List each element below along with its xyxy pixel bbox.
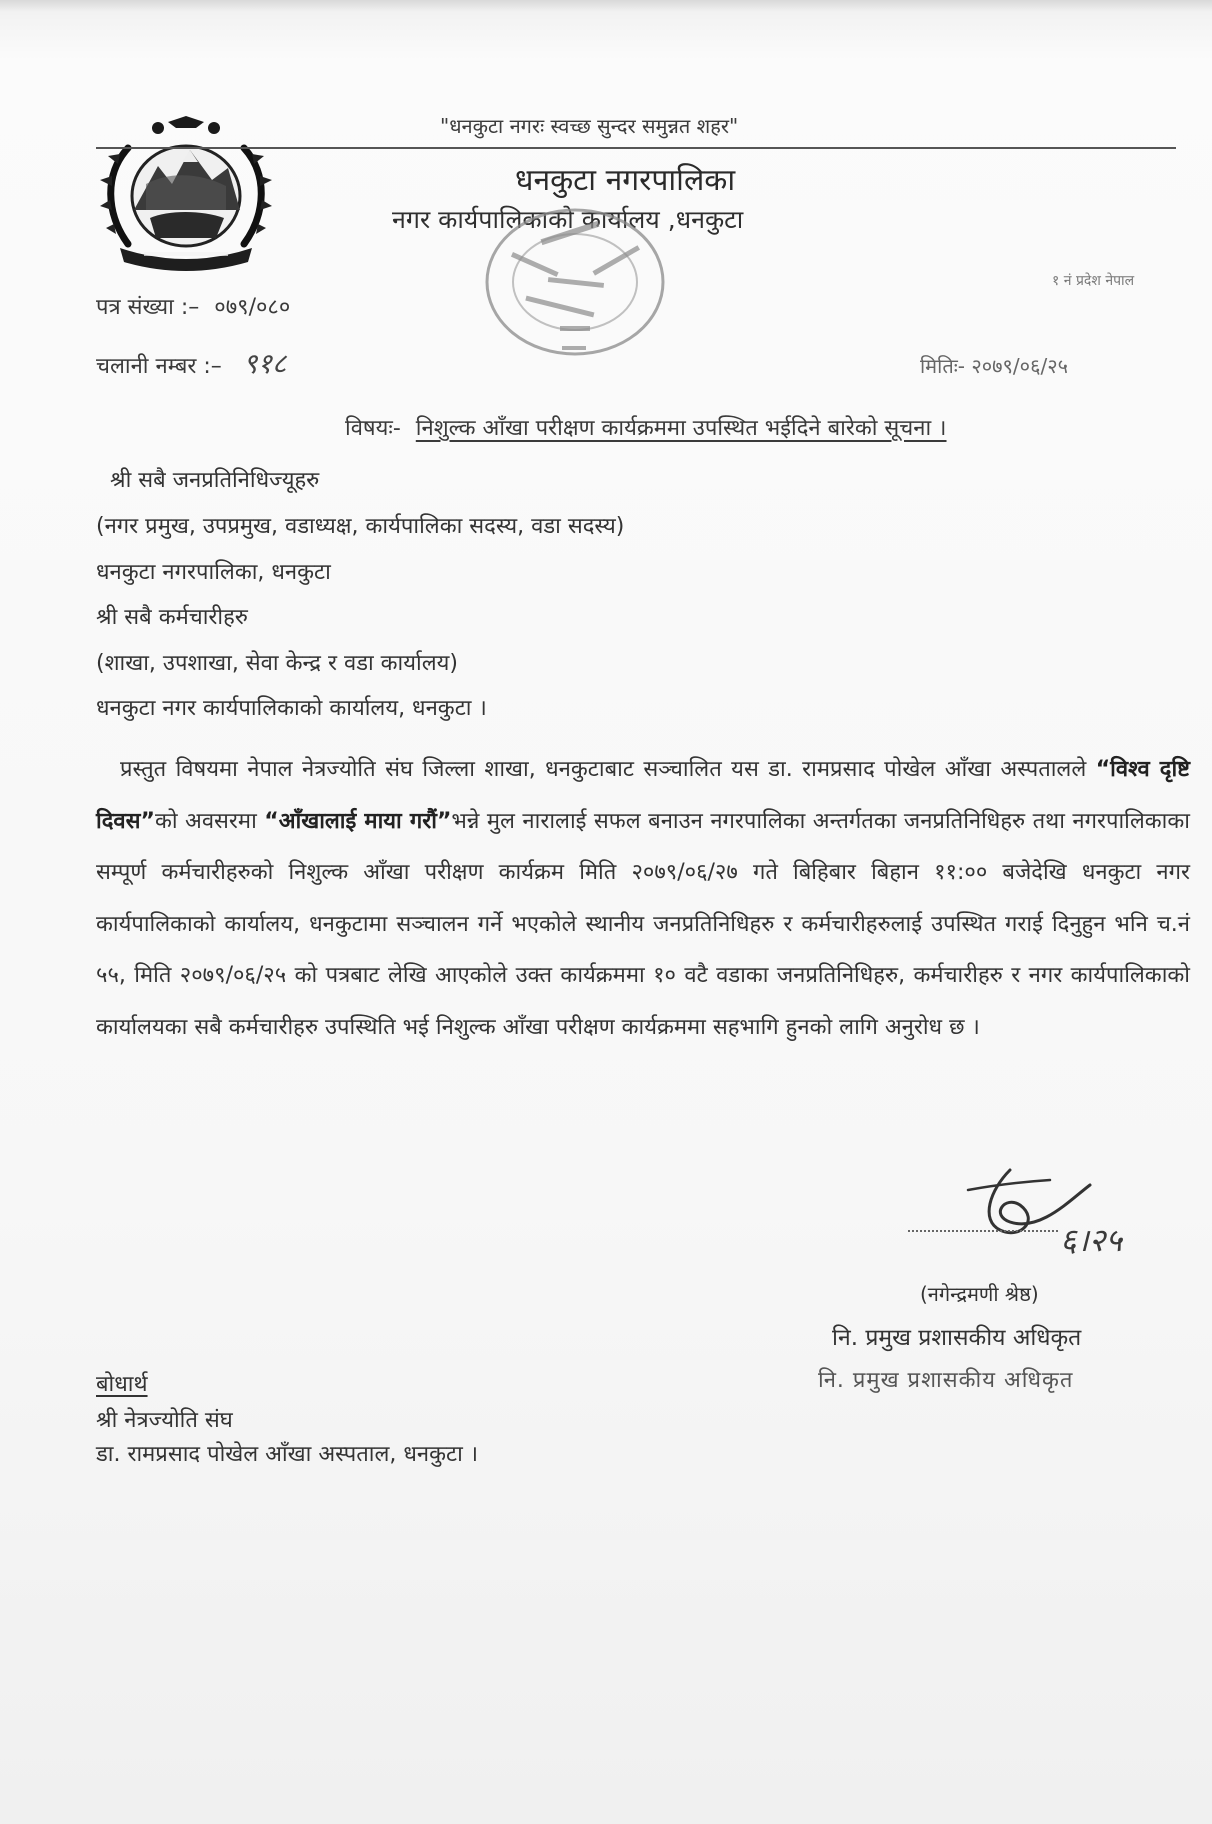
signatory-name: (नगेन्द्रमणी श्रेष्ठ) [920, 1282, 1039, 1306]
letter-date: मितिः- २०७९/०६/२५ [920, 354, 1069, 378]
addressee-line: धनकुटा नगर कार्यपालिकाको कार्यालय, धनकुटा । [96, 696, 487, 721]
letter-number-value: ०७९/०८० [214, 295, 291, 320]
body-bold-phrase: “विश्व दृष्टि दिवस” [96, 757, 1190, 834]
subject-text: निशुल्क आँखा परीक्षण कार्यक्रममा उपस्थित भईदिने बारेको सूचना । [415, 416, 947, 441]
round-office-stamp-icon [470, 200, 680, 370]
addressee-line: (शाखा, उपशाखा, सेवा केन्द्र र वडा कार्यालय) [96, 651, 458, 676]
cc-recipient: डा. रामप्रसाद पोखेल आँखा अस्पताल, धनकुटा । [96, 1442, 479, 1467]
handwritten-date: ६।२५ [1060, 1221, 1123, 1259]
letter-number-row [96, 291, 290, 321]
addressee-line: धनकुटा नगरपालिका, धनकुटा [96, 560, 331, 585]
province-text: १ नं प्रदेश नेपाल [1052, 273, 1135, 289]
body-text-part: प्रस्तुत विषयमा नेपाल नेत्रज्योति संघ जिल्ला शाखा, धनकुटाबाट सञ्चालित यस डा. रामप्रसाद पोखेल आँखा अस्पतालले [120, 757, 1096, 782]
dispatch-number-value: ९१८ [242, 347, 287, 380]
office-name: नगर कार्यपालिकाको कार्यालय ,धनकुटा [392, 205, 744, 234]
addressee-line: श्री सबै कर्मचारीहरु [96, 605, 248, 630]
letter-number-label: पत्र संख्या :– [96, 295, 200, 320]
signature-dotted-line [908, 1230, 1058, 1232]
signatory-designation: नि. प्रमुख प्रशासकीय अधिकृत [832, 1325, 1082, 1351]
dispatch-number-label: चलानी नम्बर :– [96, 354, 222, 379]
addressee-line: श्री सबै जनप्रतिनिधिज्यूहरु [110, 468, 320, 493]
cc-recipient: श्री नेत्रज्योति संघ [96, 1408, 233, 1433]
cc-label: बोधार्थ [96, 1372, 148, 1397]
body-bold-phrase: “आँखालाई माया गरौं” [264, 808, 452, 834]
municipality-slogan: "धनकुटा नगरः स्वच्छ सुन्दर समुन्नत शहर" [440, 114, 739, 138]
dispatch-number-row [96, 344, 287, 382]
body-text-part: को अवसरमा [154, 808, 265, 834]
subject-line [345, 412, 947, 442]
subject-label: विषयः- [345, 416, 401, 441]
addressee-line: (नगर प्रमुख, उपप्रमुख, वडाध्यक्ष, कार्यपालिका सदस्य, वडा सदस्य) [96, 514, 625, 539]
body-text-part: भन्ने मुल नारालाई सफल बनाउन नगरपालिका अन्तर्गतका जनप्रतिनिधिहरु तथा नगरपालिकाका सम्पूर्ण कर्मचारीहरुको निशुल्क आँखा परीक्षण कार्यक्रम मिति २०७९/०६/२७ गते बिहिबार बिहान ११:०० बजेदेखि धनकुटा नगर कार्यपालिकाको कार्यालय, धनकुटामा सञ्चालन गर्ने भएकोले स्थानीय जनप्रतिनिधिहरु र कर्मचारीहरुलाई उपस्थित गराई दिनुहुन भनि च.नं ५५, मिति २०७९/०६/२५ को पत्रबाट लेखि आएकोले उक्त कार्यक्रममा १० वटै वडाका जनप्रतिनिधिहरु, कर्मचारीहरु र नगर कार्यपालिकाको कार्यालयका सबै कर्मचारीहरु उपस्थिति भई निशुल्क आँखा परीक्षण कार्यक्रममा सहभागि हुनको लागि अनुरोध छ । [96, 808, 1190, 1040]
government-emblem-icon [98, 114, 274, 274]
header-divider [96, 147, 1176, 149]
body-paragraph [96, 744, 1190, 1053]
municipality-name: धनकुटा नगरपालिका [515, 163, 736, 198]
designation-stamp: नि. प्रमुख प्रशासकीय अधिकृत [818, 1368, 1074, 1393]
